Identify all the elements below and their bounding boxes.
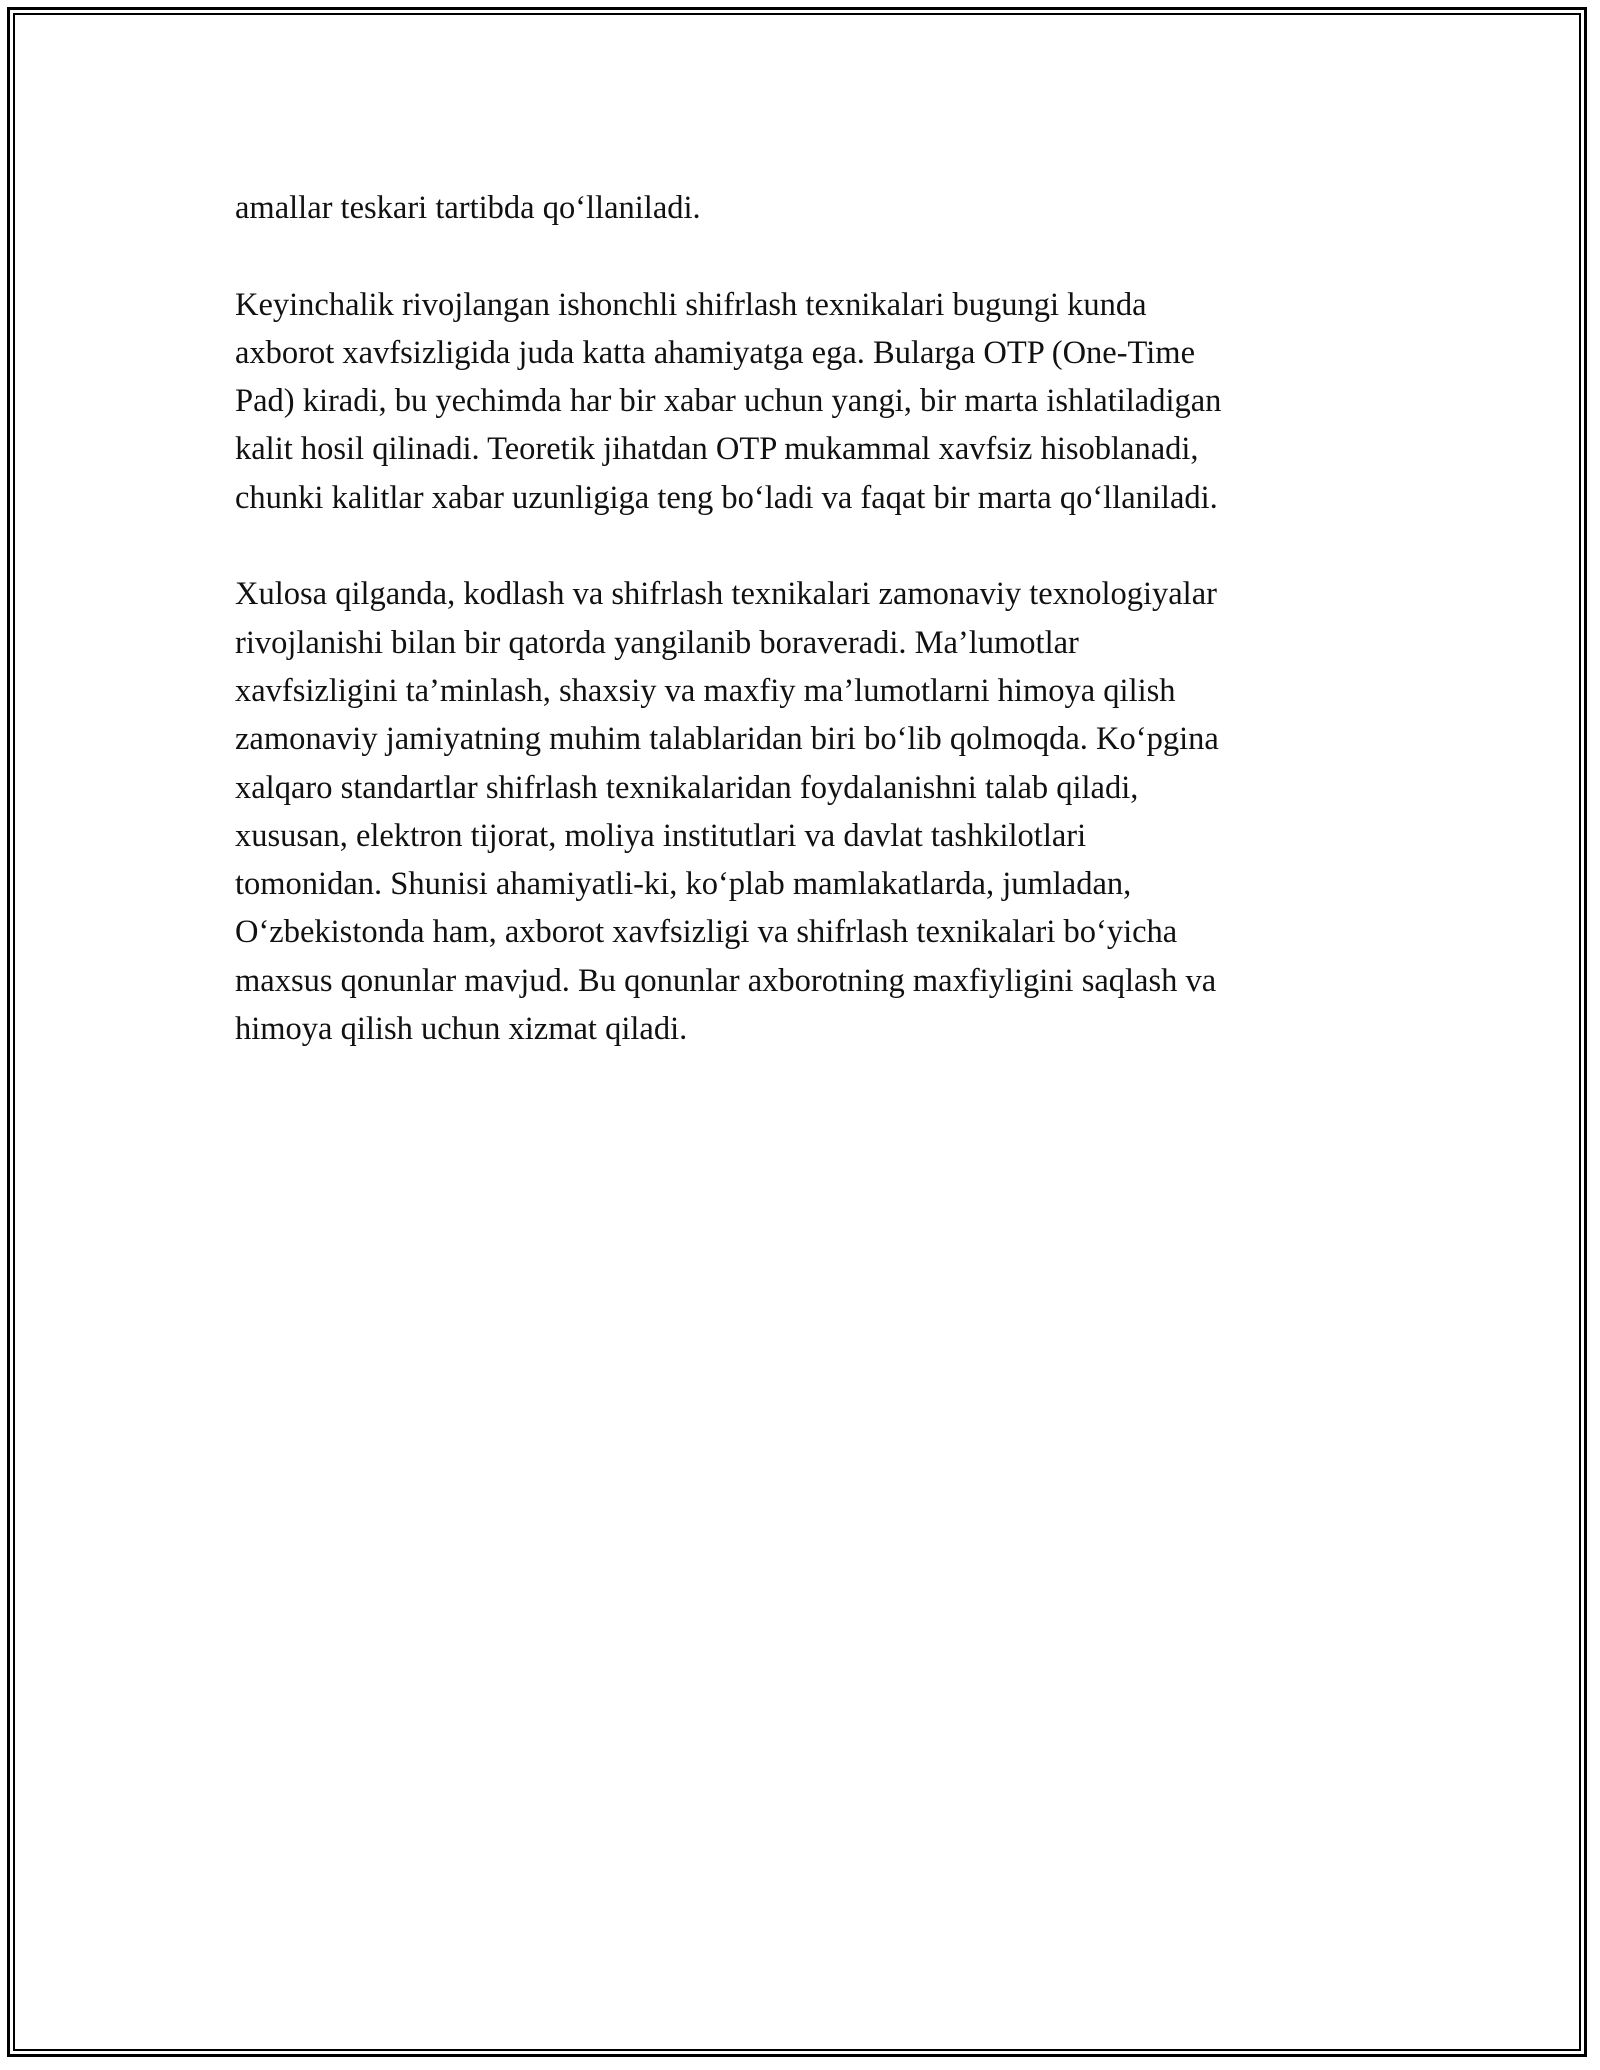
text-line: Xulosa qilganda, kodlash va shifrlash texnikalari zamonaviy texnologiyalar bbox=[235, 576, 1217, 613]
text-line: amallar teskari tartibda qo‘llaniladi. bbox=[235, 190, 701, 226]
paragraph-1 bbox=[235, 184, 1365, 232]
paragraph-3 bbox=[235, 570, 1365, 1053]
text-line: chunki kalitlar xabar uzunligiga teng bo‘ladi va faqat bir marta qo‘llaniladi. bbox=[235, 479, 1218, 516]
text-line: zamonaviy jamiyatning muhim talablaridan biri bo‘lib qolmoqda. Ko‘pgina bbox=[235, 721, 1219, 758]
text-line: rivojlanishi bilan bir qatorda yangilanib boraveradi. Ma’lumotlar bbox=[235, 624, 1079, 661]
text-line: Pad) kiradi, bu yechimda har bir xabar uchun yangi, bir marta ishlatiladigan bbox=[235, 383, 1222, 420]
text-line: maxsus qonunlar mavjud. Bu qonunlar axborotning maxfiyligini saqlash va bbox=[235, 962, 1217, 999]
text-line: tomonidan. Shunisi ahamiyatli-ki, ko‘plab mamlakatlarda, jumladan, bbox=[235, 866, 1132, 903]
text-line: xususan, elektron tijorat, moliya institutlari va davlat tashkilotlari bbox=[235, 817, 1087, 854]
text-line: xavfsizligini ta’minlash, shaxsiy va maxfiy ma’lumotlarni himoya qilish bbox=[235, 672, 1176, 709]
document-body bbox=[235, 184, 1365, 1102]
text-line: O‘zbekistonda ham, axborot xavfsizligi va shifrlash texnikalari bo‘yicha bbox=[235, 914, 1178, 951]
paragraph-2 bbox=[235, 281, 1365, 522]
text-line: himoya qilish uchun xizmat qiladi. bbox=[235, 1011, 688, 1048]
text-line: axborot xavfsizligida juda katta ahamiyatga ega. Bularga OTP (One-Time bbox=[235, 334, 1195, 371]
text-line: xalqaro standartlar shifrlash texnikalaridan foydalanishni talab qiladi, bbox=[235, 769, 1139, 806]
text-line: Keyinchalik rivojlangan ishonchli shifrlash texnikalari bugungi kunda bbox=[235, 286, 1147, 323]
text-line: kalit hosil qilinadi. Teoretik jihatdan OTP mukammal xavfsiz hisoblanadi, bbox=[235, 431, 1199, 468]
